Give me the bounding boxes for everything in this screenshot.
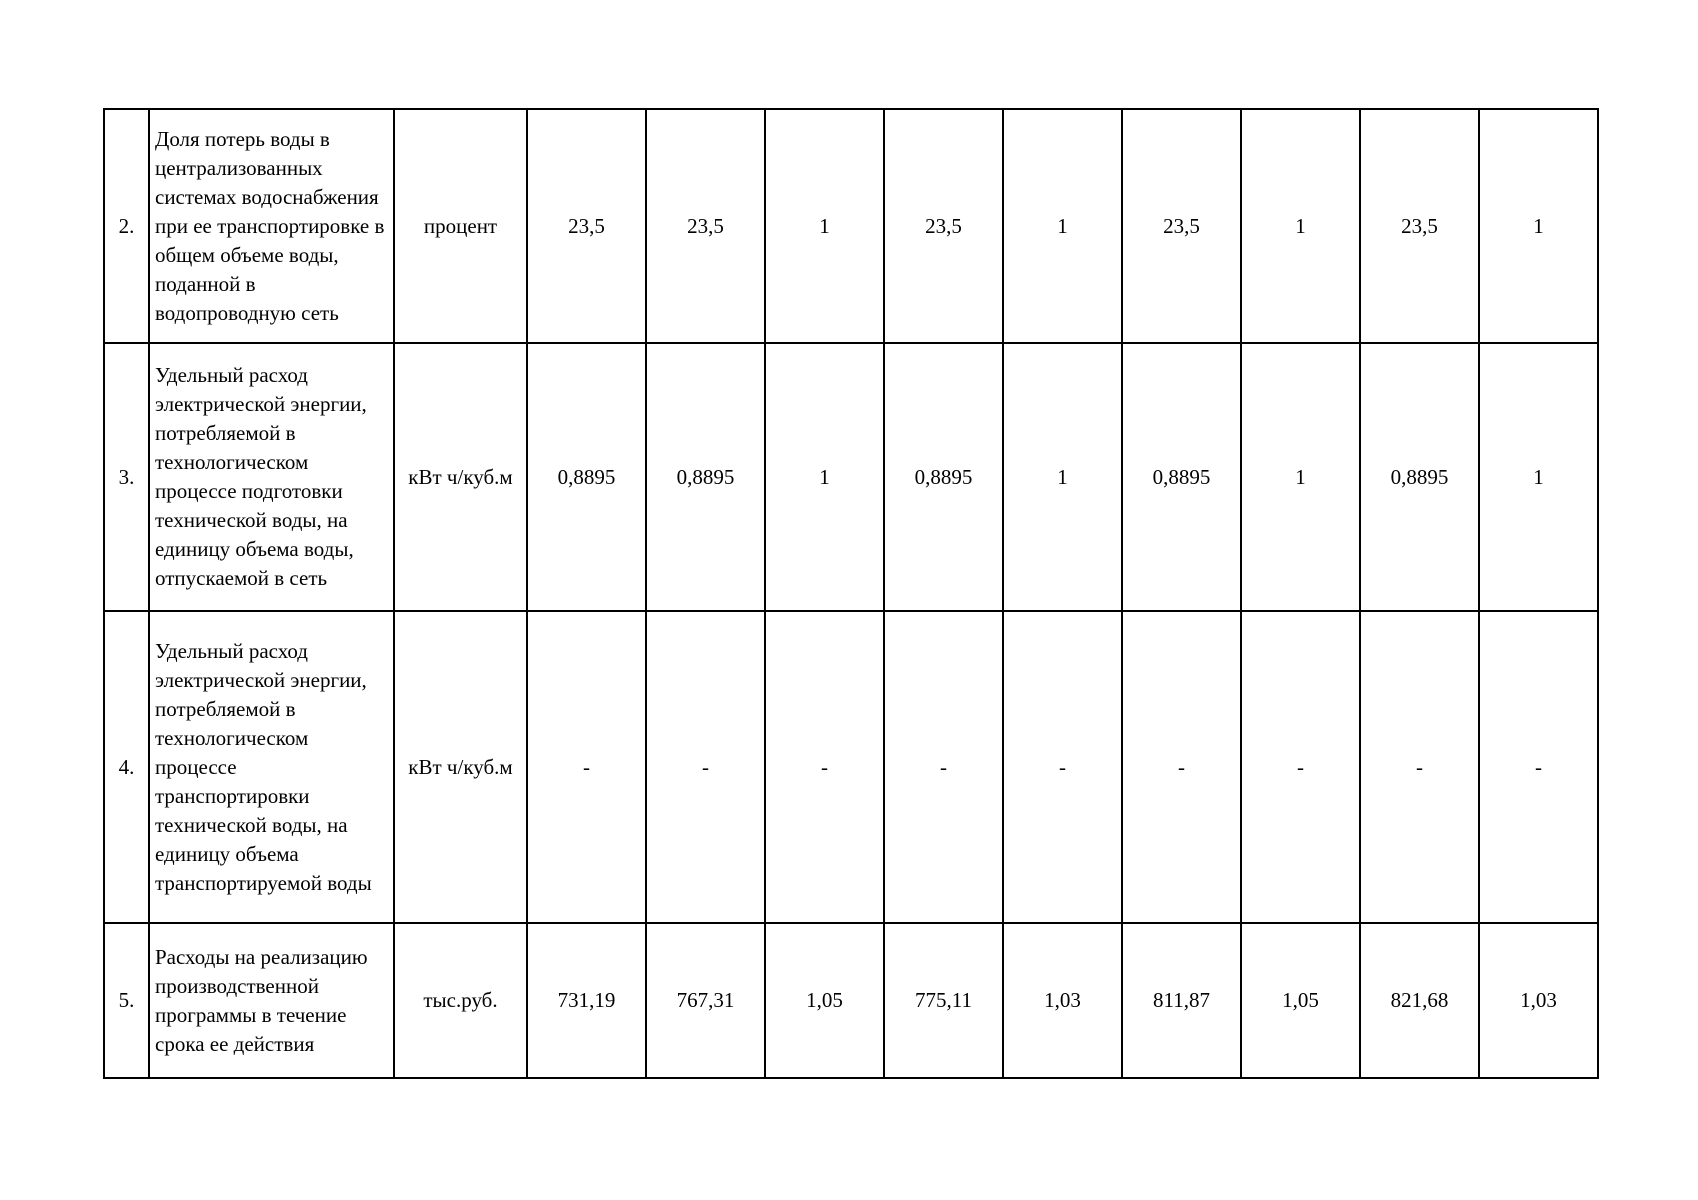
value-cell: 1,03 — [1479, 923, 1598, 1078]
table-row — [104, 343, 1598, 611]
value-cell: 23,5 — [646, 109, 765, 343]
value-cell: 23,5 — [1122, 109, 1241, 343]
value-cell: - — [646, 611, 765, 923]
table-row — [104, 611, 1598, 923]
value-cell: - — [765, 611, 884, 923]
value-cell: - — [1003, 611, 1122, 923]
value-cell: 0,8895 — [646, 343, 765, 611]
value-cell: 1 — [1241, 343, 1360, 611]
row-number: 2. — [104, 109, 149, 343]
value-cell: 1 — [1479, 109, 1598, 343]
value-cell: - — [884, 611, 1003, 923]
value-cell: 23,5 — [527, 109, 646, 343]
value-cell: 775,11 — [884, 923, 1003, 1078]
indicator-name: Доля потерь воды в централизованных системах водоснабжения при ее транспортировке в общем объеме воды, поданной в водопроводную сеть — [149, 109, 394, 343]
value-cell: 0,8895 — [527, 343, 646, 611]
value-cell: - — [1479, 611, 1598, 923]
value-cell: 1 — [1479, 343, 1598, 611]
table-row — [104, 923, 1598, 1078]
row-number: 3. — [104, 343, 149, 611]
value-cell: 811,87 — [1122, 923, 1241, 1078]
value-cell: 23,5 — [884, 109, 1003, 343]
unit-cell: тыс.руб. — [394, 923, 527, 1078]
value-cell: 1,05 — [1241, 923, 1360, 1078]
unit-cell: процент — [394, 109, 527, 343]
value-cell: 767,31 — [646, 923, 765, 1078]
value-cell: - — [527, 611, 646, 923]
unit-cell: кВт ч/куб.м — [394, 611, 527, 923]
value-cell: 1 — [765, 343, 884, 611]
value-cell: - — [1241, 611, 1360, 923]
value-cell: 23,5 — [1360, 109, 1479, 343]
table-row — [104, 109, 1598, 343]
row-number: 4. — [104, 611, 149, 923]
value-cell: 821,68 — [1360, 923, 1479, 1078]
value-cell: 731,19 — [527, 923, 646, 1078]
value-cell: 0,8895 — [1360, 343, 1479, 611]
row-number: 5. — [104, 923, 149, 1078]
value-cell: 1 — [765, 109, 884, 343]
value-cell: 1 — [1241, 109, 1360, 343]
value-cell: 1,03 — [1003, 923, 1122, 1078]
value-cell: - — [1360, 611, 1479, 923]
value-cell: 1,05 — [765, 923, 884, 1078]
value-cell: 1 — [1003, 109, 1122, 343]
indicator-name: Расходы на реализацию производственной программы в течение срока ее действия — [149, 923, 394, 1078]
value-cell: 1 — [1003, 343, 1122, 611]
value-cell: 0,8895 — [884, 343, 1003, 611]
indicator-name: Удельный расход электрической энергии, потребляемой в технологическом процессе транспортировки технической воды, на единицу объема транспортируемой воды — [149, 611, 394, 923]
indicators-table — [103, 108, 1599, 1079]
unit-cell: кВт ч/куб.м — [394, 343, 527, 611]
value-cell: 0,8895 — [1122, 343, 1241, 611]
value-cell: - — [1122, 611, 1241, 923]
indicator-name: Удельный расход электрической энергии, потребляемой в технологическом процессе подготовки технической воды, на единицу объема воды, отпускаемой в сеть — [149, 343, 394, 611]
